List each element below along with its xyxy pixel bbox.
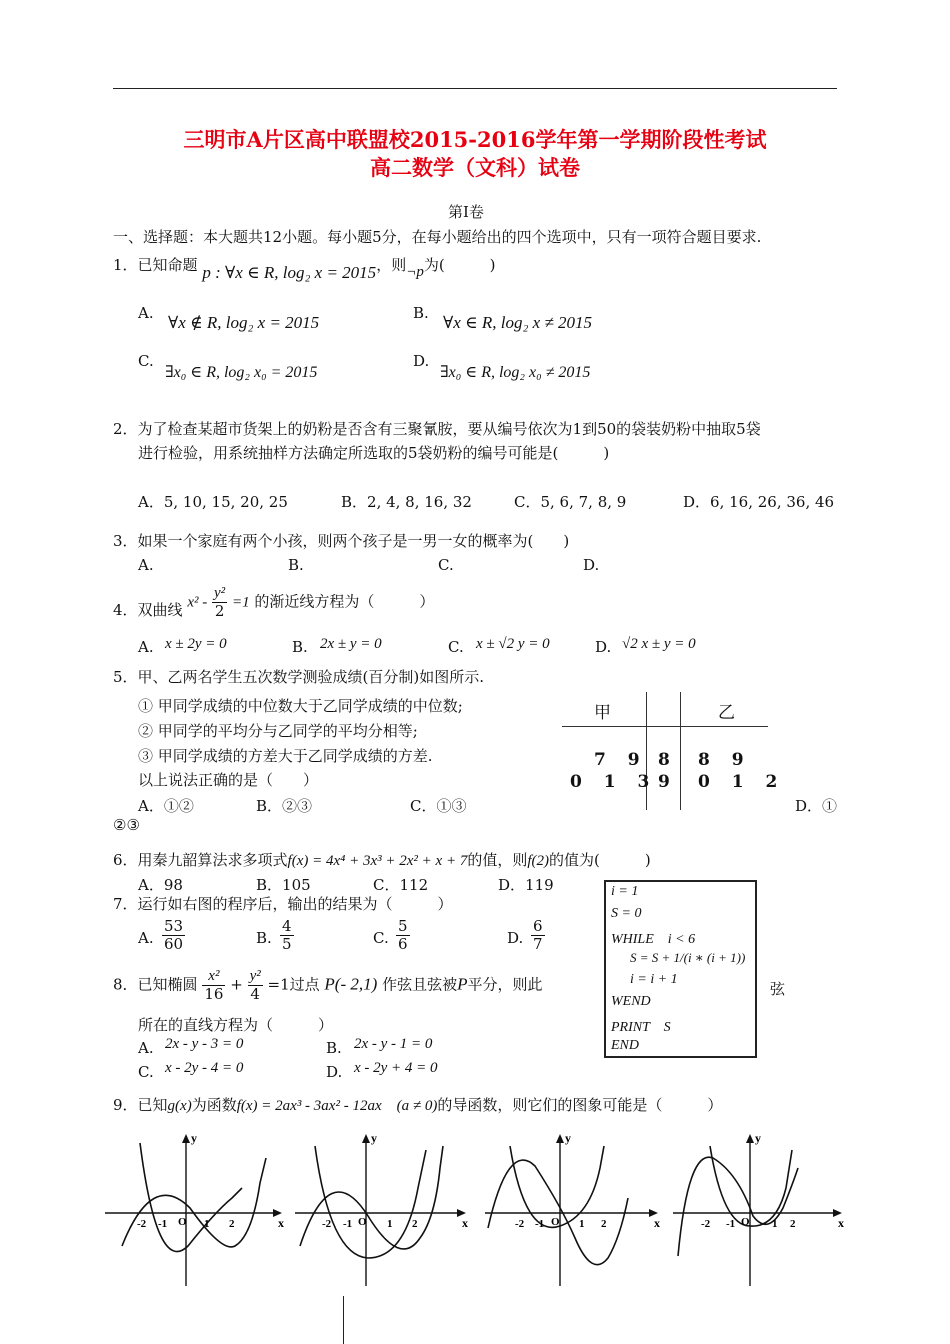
program-line-3: WHILE i < 6 — [611, 932, 696, 947]
q8-plus: + — [230, 975, 243, 994]
origin-label: O — [358, 1216, 367, 1228]
q9-function: f(x) = 2ax³ - 3ax² - 12ax (a ≠ 0) — [236, 1098, 438, 1114]
q1-option-b: ∀x ∈ R, log₂ x ≠ 2015 — [443, 313, 593, 332]
table-head-left: 甲 — [594, 703, 611, 723]
q2-option-a: A．5, 10, 15, 20, 25 — [138, 493, 288, 511]
y-arrow-icon — [362, 1134, 370, 1143]
q8-eq: =1 — [267, 975, 290, 994]
q4-expr-a: x² - — [187, 594, 208, 611]
tick-1: 1 — [772, 1218, 778, 1230]
q8-stem-b: 过点 — [289, 975, 320, 994]
q4-option-a: x ± 2y = 0 — [165, 636, 227, 652]
table-head-right: 乙 — [718, 703, 735, 723]
q4-option-d: √2 x ± y = 0 — [622, 636, 696, 652]
tick-1: 1 — [387, 1218, 393, 1230]
q9-stem-c: 的导函数，则它们的图象可能是（ ） — [437, 1096, 723, 1114]
q7-num-c: 5 — [398, 917, 408, 935]
q6-option-c: C．112 — [373, 876, 429, 894]
q1-option-c: ∃x₀ ∈ R, log₂ x₀ = 2015 — [165, 364, 318, 381]
program-line-5: i = i + 1 — [630, 972, 678, 987]
q4-expr-b: =1 — [231, 594, 250, 611]
curve-g — [315, 1146, 426, 1258]
tick-2: 2 — [601, 1218, 607, 1230]
q8-frac-1-num: x² — [202, 968, 225, 986]
q5-option-c: C．①③ — [410, 797, 467, 815]
bottom-divider — [343, 1296, 344, 1344]
q1-stem-a: 已知命题 — [137, 256, 198, 274]
q4-frac-den: 2 — [214, 602, 225, 620]
y-label: y — [191, 1131, 197, 1145]
q9-stem-a: 9．已知 — [113, 1096, 168, 1114]
q7-num-b: 4 — [282, 917, 292, 935]
q8-label-a: A. — [138, 1039, 154, 1057]
q1-num: 1． — [113, 256, 138, 274]
q3-label-c: C. — [438, 556, 454, 574]
q4-label-d: D. — [595, 638, 612, 656]
x-label: x — [654, 1216, 660, 1230]
q7-label-c: C. — [373, 929, 389, 947]
tick-1: 1 — [204, 1218, 210, 1230]
program-line-1: i = 1 — [611, 884, 639, 899]
q1-neg-p: ¬p — [406, 264, 424, 280]
q9-graph-b — [290, 1128, 480, 1290]
q4-label-c: C. — [448, 638, 464, 656]
program-line-7: PRINT S — [611, 1020, 671, 1035]
program-line-6: WEND — [611, 994, 651, 1009]
y-label: y — [565, 1131, 571, 1145]
q8-frac-1 — [202, 968, 225, 1003]
tick-neg1: -1 — [726, 1218, 736, 1230]
y-arrow-icon — [556, 1134, 564, 1143]
q7-den-b: 5 — [282, 935, 292, 953]
volume-label: 第Ⅰ卷 — [448, 203, 484, 221]
q7-num-d: 6 — [533, 917, 543, 935]
q5-statement-1: ① 甲同学成绩的中位数大于乙同学成绩的中位数; — [138, 697, 463, 715]
q5-statement-3: ③ 甲同学成绩的方差大于乙同学成绩的方差. — [138, 747, 433, 765]
q1-label-d: D. — [413, 352, 430, 370]
q3-label-d: D. — [583, 556, 600, 574]
q5-stem: 5．甲、乙两名学生五次数学测验成绩(百分制)如图所示. — [113, 668, 485, 686]
q8-frac-2 — [248, 968, 263, 1003]
q5-statement-4: 以上说法正确的是（ ） — [138, 771, 319, 789]
stem-leaf-table — [562, 688, 786, 810]
q7-frac-c — [396, 918, 410, 953]
title-line-1: 三明市A片区高中联盟校2015-2016学年第一学期阶段性考试 — [183, 127, 767, 152]
tick-2: 2 — [412, 1218, 418, 1230]
q6-stem-c: 的值为( ) — [549, 851, 651, 869]
q2-option-b: B．2, 4, 8, 16, 32 — [341, 493, 472, 511]
q6-option-b: B．105 — [256, 876, 311, 894]
q6-option-a: A．98 — [138, 876, 183, 894]
q8-label-d: D. — [326, 1063, 343, 1081]
q6-f2: f(2) — [527, 853, 549, 869]
q5-option-d-wrap: ②③ — [113, 816, 140, 834]
q4-label-b: B. — [292, 638, 308, 656]
q9-g: g(x) — [167, 1098, 192, 1114]
q7-frac-d — [531, 918, 545, 953]
q2-line-1: 2．为了检查某超市货架上的奶粉是否含有三聚氰胺，要从编号依次为1到50的袋装奶粉中抽取5袋 — [113, 420, 761, 438]
origin-label: O — [741, 1216, 750, 1228]
q4-label-a: A. — [138, 638, 154, 656]
curve-f — [300, 1146, 443, 1249]
x-label: x — [278, 1216, 284, 1230]
program-box — [604, 880, 757, 1058]
tick-neg1: -1 — [343, 1218, 353, 1230]
q8-option-a: 2x - y - 3 = 0 — [165, 1036, 244, 1052]
q7-den-c: 6 — [398, 935, 408, 953]
q4-frac-num: y² — [214, 585, 226, 601]
table-left-row-1: 7 9 — [594, 750, 648, 770]
tick-neg2: -2 — [515, 1218, 525, 1230]
q7-label-b: B. — [256, 929, 272, 947]
q4-line — [113, 585, 434, 620]
q3-label-b: B. — [288, 556, 304, 574]
q1-proposition: p : ∀x ∈ R, log₂ x = 2015 — [202, 263, 377, 282]
q5-option-d: D．① — [795, 797, 838, 815]
q1-stem-c: 为( ) — [423, 256, 496, 274]
q9-graph-d — [668, 1128, 850, 1290]
q9-graph-a — [100, 1128, 290, 1290]
program-line-4: S = S + 1/(i ∗ (i + 1)) — [630, 950, 746, 965]
q8-frac-1-den: 16 — [204, 985, 224, 1003]
q7-den-a: 60 — [164, 935, 184, 953]
origin-label: O — [551, 1216, 560, 1228]
table-divider-right — [680, 692, 681, 810]
q1-label-b: B. — [413, 304, 429, 322]
q7-label-d: D. — [507, 929, 524, 947]
y-arrow-icon — [746, 1134, 754, 1143]
q6-stem-a: 6．用秦九韶算法求多项式 — [113, 851, 288, 869]
q6-line — [113, 851, 651, 870]
q1-label-c: C. — [138, 352, 154, 370]
table-right-row-1: 8 9 — [698, 750, 752, 770]
y-label: y — [371, 1131, 377, 1145]
q8-point: P(- 2,1) — [324, 974, 378, 994]
y-arrow-icon — [182, 1134, 190, 1143]
q4-option-b: 2x ± y = 0 — [320, 636, 382, 652]
q6-option-d: D．119 — [498, 876, 554, 894]
tick-neg2: -2 — [322, 1218, 332, 1230]
q7-num-a: 53 — [164, 917, 184, 935]
q1-stem-b: ，则 — [376, 256, 407, 274]
title-line-2: 高二数学（文科）试卷 — [370, 155, 580, 180]
q1-line — [113, 256, 496, 282]
q9-stem-b: 为函数 — [191, 1096, 237, 1114]
q4-fraction — [212, 585, 227, 620]
q8-label-c: C. — [138, 1063, 154, 1081]
q8-line-2: 所在的直线方程为（ ） — [138, 1016, 334, 1034]
q2-option-c: C．5, 6, 7, 8, 9 — [514, 493, 627, 511]
x-label: x — [462, 1216, 468, 1230]
program-line-2: S = 0 — [611, 906, 642, 921]
tick-neg2: -2 — [137, 1218, 147, 1230]
q7-den-d: 7 — [533, 935, 543, 953]
table-stem-1: 8 — [658, 750, 678, 770]
section-intro: 一、选择题：本大题共12小题。每小题5分，在每小题给出的四个选项中，只有一项符合题目要求. — [113, 228, 762, 246]
q4-option-c: x ± √2 y = 0 — [476, 636, 550, 652]
table-stem-2: 9 — [658, 772, 678, 792]
q8-stem-c: 作弦且弦被 — [382, 975, 458, 994]
q9-graph-c — [480, 1128, 670, 1290]
tick-neg1: -1 — [535, 1218, 545, 1230]
q8-p: P — [457, 974, 468, 994]
q9-line — [113, 1096, 722, 1115]
q8-tail: 弦 — [770, 980, 786, 998]
top-rule — [113, 88, 837, 89]
q6-polynomial: f(x) = 4x⁴ + 3x³ + 2x² + x + 7 — [287, 853, 468, 869]
tick-neg1: -1 — [158, 1218, 168, 1230]
program-line-8: END — [611, 1038, 639, 1053]
tick-1: 1 — [579, 1218, 585, 1230]
q8-line — [113, 968, 543, 1003]
table-header-rule — [562, 726, 768, 727]
q1-label-a: A. — [138, 304, 154, 322]
y-label: y — [755, 1131, 761, 1145]
q5-option-a: A．①② — [138, 797, 194, 815]
q8-option-c: x - 2y - 4 = 0 — [165, 1060, 244, 1076]
table-left-row-2: 0 1 3 — [570, 772, 658, 792]
q8-option-b: 2x - y - 1 = 0 — [354, 1036, 433, 1052]
q3-stem: 3．如果一个家庭有两个小孩，则两个孩子是一男一女的概率为( ) — [113, 532, 570, 550]
q2-option-d: D．6, 16, 26, 36, 46 — [683, 493, 835, 511]
q5-option-b: B．②③ — [256, 797, 313, 815]
q4-stem-b: 的渐近线方程为（ ） — [254, 592, 435, 611]
x-label: x — [838, 1216, 844, 1230]
q7-frac-a — [162, 918, 185, 953]
q8-stem-d: 平分，则此 — [467, 975, 543, 994]
q8-option-d: x - 2y + 4 = 0 — [354, 1060, 438, 1076]
table-right-row-2: 0 1 2 — [698, 772, 786, 792]
q8-num: 8．已知椭圆 — [113, 975, 198, 994]
q2-line-2: 进行检验，用系统抽样方法确定所选取的5袋奶粉的编号可能是( ) — [138, 444, 610, 462]
q8-label-b: B. — [326, 1039, 342, 1057]
q5-statement-2: ② 甲同学的平均分与乙同学的平均分相等; — [138, 722, 418, 740]
q1-option-a: ∀x ∉ R, log₂ x = 2015 — [168, 313, 320, 332]
tick-2: 2 — [229, 1218, 235, 1230]
q6-stem-b: 的值，则 — [467, 851, 528, 869]
origin-label: O — [178, 1216, 187, 1228]
tick-2: 2 — [790, 1218, 796, 1230]
q1-option-d: ∃x₀ ∈ R, log₂ x₀ ≠ 2015 — [440, 364, 591, 381]
q8-frac-2-num: y² — [249, 968, 261, 984]
tick-neg2: -2 — [701, 1218, 711, 1230]
q7-frac-b — [280, 918, 294, 953]
q3-label-a: A. — [138, 556, 154, 574]
q7-stem: 7．运行如右图的程序后，输出的结果为（ ） — [113, 895, 453, 913]
q4-num: 4．双曲线 — [113, 600, 183, 619]
q8-frac-2-den: 4 — [250, 985, 260, 1003]
q7-label-a: A. — [138, 929, 154, 947]
